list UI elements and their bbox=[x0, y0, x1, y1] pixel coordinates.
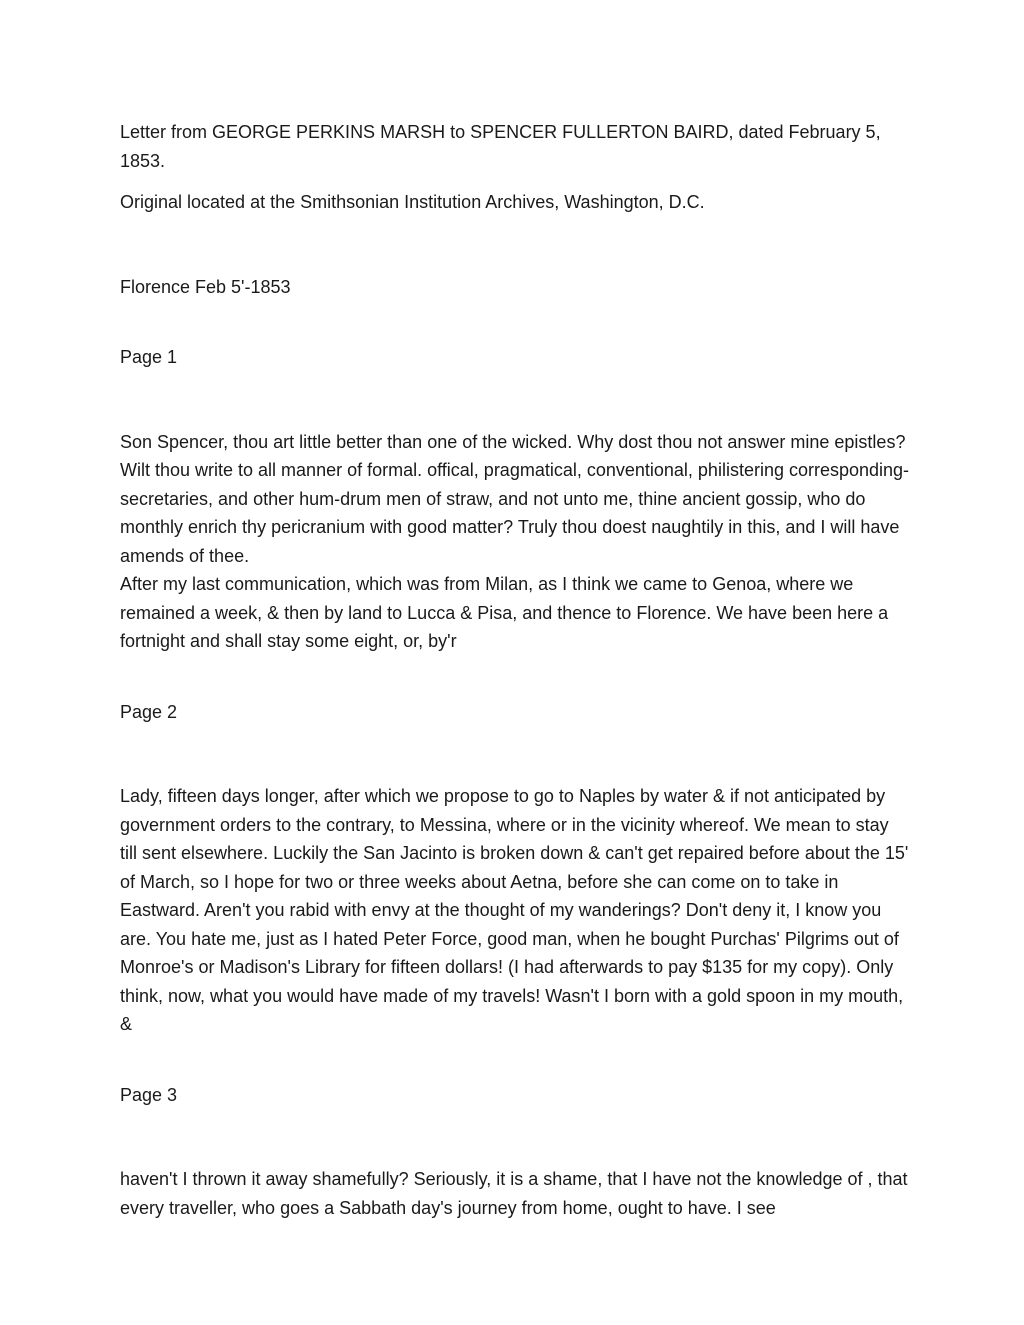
page-3-paragraph-1: haven't I thrown it away shamefully? Seriously, it is a shame, that I have not the knowledge of , that every traveller, who goes a Sabbath day's journey from home, ought to have. I see bbox=[120, 1169, 908, 1218]
page-2-paragraph-1: Lady, fifteen days longer, after which we propose to go to Naples by water & if not anticipated by government orders to the contrary, to Messina, where or in the vicinity whereof. We mean to stay till sent elsewhere. Luckily the San Jacinto is broken down & can't get repaired before about the 15' of March, so I hope for two or three weeks about Aetna, before she can come on to take in Eastward. Aren't you rabid with envy at the thought of my wanderings? Don't deny it, I know you are. You hate me, just as I hated Peter Force, good man, when he bought Purchas' Pilgrims out of Monroe's or Madison's Library for fifteen dollars! (I had afterwards to pay $135 for my copy). Only think, now, what you would have made of my travels! Wasn't I born with a gold spoon in my mouth, & bbox=[120, 786, 909, 1034]
page-label-3: Page 3 bbox=[120, 1084, 178, 1105]
page-1-paragraph-2: After my last communication, which was from Milan, as I think we came to Genoa, where we remained a week, & then by land to Lucca & Pisa, and thence to Florence. We have been here a fortnight and shall stay some eight, or, by'r bbox=[120, 574, 889, 651]
document-title: Letter from GEORGE PERKINS MARSH to SPENCER FULLERTON BAIRD, dated February 5, 1853. bbox=[120, 122, 881, 171]
document-page bbox=[120, 118, 910, 1222]
archive-source: Original located at the Smithsonian Institution Archives, Washington, D.C. bbox=[120, 192, 705, 212]
letter-place-date: Florence Feb 5'-1853 bbox=[120, 276, 291, 297]
page-1-paragraph-1: Son Spencer, thou art little better than one of the wicked. Why dost thou not answer mine epistles? Wilt thou write to all manner of formal. offical, pragmatical, conventional, philistering corresponding-secretaries, and other hum-drum men of straw, and not unto me, thine ancient gossip, who do monthly enrich thy pericranium with good matter? Truly thou doest naughtily in this, and I will have amends of thee. bbox=[120, 431, 910, 566]
page-label-2: Page 2 bbox=[120, 701, 178, 722]
page-label-1: Page 1 bbox=[120, 347, 178, 367]
